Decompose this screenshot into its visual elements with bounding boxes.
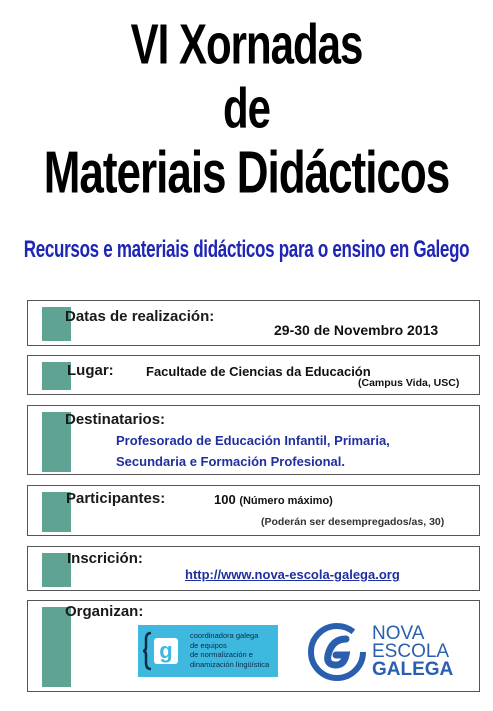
- cgendl-logo: [138, 625, 278, 677]
- title-line-1: VI Xornadas: [130, 12, 363, 76]
- nova-escola-galega-logo: [306, 621, 466, 683]
- section-inscricion: [27, 546, 480, 591]
- participantes-count: [214, 492, 333, 507]
- section-lugar: [27, 355, 480, 395]
- participantes-count-value: 100: [214, 492, 236, 507]
- neg-line: NOVA: [372, 623, 425, 644]
- cgendl-text: [190, 631, 269, 669]
- cgendl-line: de normalización e: [190, 650, 253, 659]
- section-organizan: [27, 600, 480, 692]
- datas-label: Datas de realización:: [65, 308, 215, 325]
- g-brace-icon: [142, 630, 182, 672]
- lugar-detail: (Campus Vida, USC): [358, 377, 460, 389]
- participantes-label: Participantes:: [66, 490, 166, 507]
- svg-text:g: g: [159, 638, 173, 663]
- participantes-note: (Poderán ser desempregados/as, 30): [261, 516, 445, 528]
- destinatarios-line-2: Secundaria e Formación Profesional.: [116, 454, 346, 469]
- organizan-label: Organizan:: [65, 603, 144, 620]
- participantes-count-note: (Número máximo): [239, 495, 333, 507]
- g-circle-icon: [306, 621, 368, 683]
- inscricion-label: Inscrición:: [67, 550, 143, 567]
- cgendl-line: de equipos: [190, 640, 227, 650]
- title-line-3: Materiais Didácticos: [43, 140, 450, 207]
- neg-line: ESCOLA: [372, 641, 450, 662]
- section-destinatarios: [27, 405, 480, 475]
- lugar-label: Lugar:: [67, 362, 114, 379]
- section-participantes: [27, 485, 480, 536]
- neg-line: GALEGA: [372, 659, 454, 680]
- subtitle: Recursos e materiais didácticos para o ensino en Galego: [23, 236, 470, 263]
- destinatarios-label: Destinatarios:: [65, 411, 166, 428]
- lugar-value: Facultade de Ciencias da Educación: [146, 364, 371, 379]
- inscricion-link[interactable]: http://www.nova-escola-galega.org: [185, 567, 400, 582]
- destinatarios-line-1: Profesorado de Educación Infantil, Primaria,: [116, 433, 390, 448]
- title-line-2: de: [222, 76, 270, 140]
- datas-value: 29-30 de Novembro 2013: [274, 322, 439, 338]
- nova-escola-galega-text: [372, 625, 453, 679]
- cgendl-line: coordinadora galega: [190, 631, 259, 640]
- cgendl-line: dinamización lingüística: [190, 659, 270, 669]
- section-datas: [27, 300, 480, 346]
